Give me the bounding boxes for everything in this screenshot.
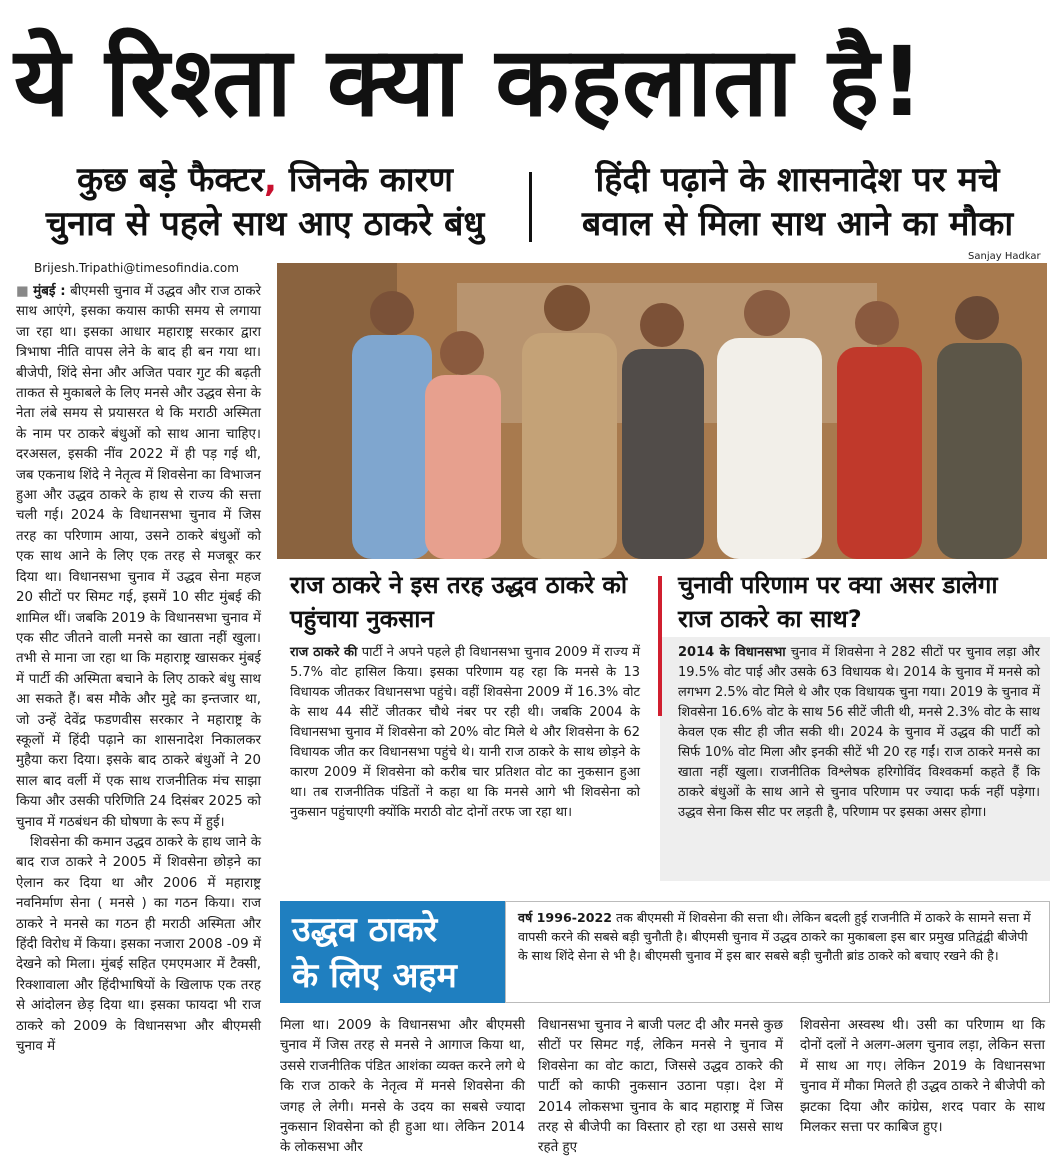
box-right-heading: चुनावी परिणाम पर क्या असर डालेगा राज ठाकरे का साथ? [678,571,998,633]
subhead-left-line1-b: जिनके कारण [276,160,454,200]
left-p1-text: बीएमसी चुनाव में उद्धव और राज ठाकरे साथ आएंगे, इसका कयास काफी समय से लगाया जा रहा था। इसका आधार महाराष्ट्र सरकार द्वारा त्रिभाषा नीति वापस लेने के बाद ही बन गया था। बीजेपी, शिंदे सेना और अजित पवार गुट की बढ़ती ताकत से मुकाबले के लिए मनसे और उद्धव सेना के नेता लंबे समय से प्रयासरत थे कि मराठी अस्मिता के नाम पर ठाकरे बंधुओं को साथ आना चाहिए। दरअसल, इसकी नींव 2022 में ही पड़ गई थी, जब एकनाथ शिंदे ने नेतृत्व में शिवसेना का विभाजन हुआ और उद्धव ठाकरे के हाथ से राज्य की सत्ता चली गई। 2024 के विधानसभा चुनाव में जिस तरह का परिणाम आया, उसने ठाकरे बंधुओं को एक साथ आने के लिए एक तरह से मजबूर कर दिया था। विधानसभा चुनाव में उद्धव सेना महज 20 सीटों पर सिमट गई, इसमें 10 सीट मुंबई की शामिल थीं। जबकि 2019 के विधानसभा चुनाव में एक सीट जीतने वाली मनसे का खाता नहीं खुला। तभी से माना जा रहा था कि महाराष्ट्र खासकर मुंबई में पार्टी की अस्मिता बचाने के लिए ठाकरे बंधु साथ आ सकते हैं। बस मौके और मुद्दे का इन्तजार था, जो उन्हें देवेंद्र फडणवीस सरकार ने महाराष्ट्र के स्कूलों में हिंदी पढ़ाने का शासनादेश निकालकर मुहैया करा दिया। इसके बाद ठाकरे बंधुओं ने 20 साल बाद वर्ली में एक साथ राजनीतिक मंच साझा किया और उसकी परिणिति 24 दिसंबर 2025 को चुनाव में गठबंधन की घोषणा के रूप में हुई। [16,284,261,830]
subhead-left-line1 [10,158,520,202]
bottom-column-3: शिवसेना अस्वस्थ थी। उसी का परिणाम था कि दोनों दलों ने अलग-अलग चुनाव लड़ा, लेकिन सत्ता में साथ आ गए। लेकिन 2019 के विधानसभा चुनाव में मौका मिलते ही उद्धव ठाकरे ने बीजेपी को झटका दिया और कांग्रेस, शरद पवार के साथ मिलकर सत्ता पर काबिज हुए। [800,1018,1045,1136]
subhead-right [545,158,1050,246]
left-column-para1: ■ मुंबई : बीएमसी चुनाव में उद्धव और राज ठाकरे साथ आएंगे, इसका कयास काफी समय से लगाया जा रहा था। इसका आधार महाराष्ट्र सरकार द्वारा त्रिभाषा नीति वापस लेने के बाद ही बन गया था। बीजेपी, शिंदे सेना और अजित पवार गुट की बढ़ती ताकत से मुकाबले के लिए मनसे और उद्धव सेना के नेता लंबे समय से प्रयासरत थे कि मराठी अस्मिता के नाम पर ठाकरे बंधुओं को साथ आना चाहिए। दरअसल, इसकी नींव 2022 में ही पड़ गई थी, जब एकनाथ शिंदे ने नेतृत्व में शिवसेना का विभाजन हुआ और उद्धव ठाकरे के हाथ से राज्य की सत्ता चली गई। 2024 के विधानसभा चुनाव में जिस तरह का परिणाम आया, उसने ठाकरे बंधुओं को एक साथ आने के लिए एक तरह से मजबूर कर दिया था। विधानसभा चुनाव में उद्धव सेना महज 20 सीटों पर सिमट गई, इसमें 10 सीट मुंबई की शामिल थीं। जबकि 2019 के विधानसभा चुनाव में एक सीट जीतने वाली मनसे का खाता नहीं खुला। तभी से माना जा रहा था कि महाराष्ट्र खासकर मुंबई में पार्टी की अस्मिता बचाने के लिए ठाकरे बंधु साथ आ सकते हैं। बस मौके और मुद्दे का इन्तजार था, जो उन्हें देवेंद्र फडणवीस सरकार ने महाराष्ट्र के स्कूलों में हिंदी पढ़ाने का शासनादेश निकालकर मुहैया करा दिया। इसके बाद ठाकरे बंधुओं ने 20 साल बाद वर्ली में एक साथ राजनीतिक मंच साझा किया और उसकी परिणिति 24 दिसंबर 2025 को चुनाव में गठबंधन की घोषणा के रूप में हुई। [16,284,261,830]
group-photo-illustration [277,263,1047,559]
byline: Brijesh.Tripathi@timesofindia.com [34,261,239,275]
left-column [16,282,261,1055]
box-left-heading: राज ठाकरे ने इस तरह उद्धव ठाकरे को पहुंचाया नुकसान [290,571,628,633]
page-headline: ये रिश्ता क्या कहलाता है! [14,26,925,138]
box-left-text: पार्टी ने अपने पहले ही विधानसभा चुनाव 2009 में राज्य में 5.7% वोट हासिल किया। इसका परिणाम यह रहा कि मनसे के 13 विधायक जीतकर विधानसभा पहुंचे। वहीं शिवसेना 2009 में 16.3% वोट के साथ 44 सीटें जीतकर चौथे नंबर पर रही थी। जबकि 2004 के विधानसभा चुनाव में शिवसेना को 20% वोट मिले थे और शिवसेना के 62 विधायक जीत कर विधानसभा पहुंचे थे। यानी राज ठाकरे के साथ छोड़ने के कारण 2009 में शिवसेना को करीब चार प्रतिशत वोट का नुकसान हुआ था। तब राजनीतिक पंडितों ने कहा था कि मनसे आगे भी शिवसेना को नुकसान पहुंचाएगी क्योंकि मराठी वोट दोनों तरफ जा रहा था। [290,645,640,820]
news-photo [277,263,1047,559]
subhead-left-line1-a: कुछ बड़े फैक्टर [76,160,264,200]
subhead-left [10,158,520,246]
banner-line2: के लिए अहम [292,956,457,996]
banner-heading [280,901,505,1003]
banner-lead: वर्ष 1996-2022 [518,910,612,925]
box-left-body [290,643,640,883]
banner-text: तक बीएमसी में शिवसेना की सत्ता थी। लेकिन बदली हुई राजनीति में ठाकरे के सामने सत्ता में वापसी करने की सबसे बड़ी चुनौती है। बीएमसी चुनाव में उद्धव ठाकरे का मुकाबला इस बार प्रमुख प्रतिद्वंद्वी बीजेपी के साथ शिंदे सेना से भी है। बीएमसी चुनाव में इस बार सबसे बड़ी चुनौती ब्रांड ठाकरे को बचाए रखने की है। [518,910,1031,963]
subhead-divider [529,172,532,242]
bottom-column-2: विधानसभा चुनाव ने बाजी पलट दी और मनसे कुछ सीटों पर सिमट गई, लेकिन मनसे ने चुनाव में शिवसेना का वोट काटा, जिससे उद्धव ठाकरे की पार्टी को काफी नुकसान उठाना पड़ा। देश में 2014 लोकसभा चुनाव के बाद महाराष्ट्र में जिस तरह से बीजेपी का विस्तार हो रहा था उससे साथ रहते हुए [538,1018,783,1156]
left-p2-text: शिवसेना की कमान उद्धव ठाकरे के हाथ जाने के बाद राज ठाकरे ने 2005 में शिवसेना छोड़ने का ऐलान कर दिया था और 2006 में महाराष्ट्र नवनिर्माण सेना ( मनसे ) का गठन किया। राज ठाकरे ने मनसे का गठन ही मराठी अस्मिता और हिंदी विरोध में किया। इसका नजारा 2008 -09 में देखने को मिला। मुंबई सहित एमएमआर में टैक्सी, रिक्शावाला और हिंदीभाषियों के खिलाफ एक तरह से आंदोलन छेड़ दिया था। इसका फायदा भी राज ठाकरे को 2009 के विधानसभा और बीएमसी चुनाव में [16,834,261,1055]
banner-text-panel [505,901,1050,1003]
subhead-right-line1: हिंदी पढ़ाने के शासनादेश पर मचे [595,160,1000,200]
subhead-right-line2: बवाल से मिला साथ आने का मौका [581,204,1014,244]
box-right-accent-bar [658,576,662,716]
box-right-lead: 2014 के विधानसभा [678,645,786,660]
box-left-lead: राज ठाकरे की [290,645,358,660]
left-column-para2 [16,833,261,1057]
banner-line1: उद्धव ठाकरे [292,910,438,950]
photo-credit: Sanjay Hadkar [968,251,1041,262]
subhead-comma: , [263,160,277,200]
subhead-left-line2: चुनाव से पहले साथ आए ठाकरे बंधु [45,204,485,244]
box-right-body [678,643,1040,883]
box-right-text: चुनाव में शिवसेना ने 282 सीटों पर चुनाव लड़ा और 19.5% वोट पाई और उसके 63 विधायक थे। 2014 के चुनाव में मनसे को लगभग 2.5% वोट मिले थे और एक विधायक चुना गया। 2019 के चुनाव में शिवसेना 16.6% वोट के साथ 56 सीटें जीती थी, मनसे 2.3% वोट के साथ केवल एक सीट ही जीत सकी थी। 2024 के चुनाव में उद्धव की पार्टी को सिर्फ 10% वोट मिला और इनकी सीटें भी 20 रह गईं। राज ठाकरे मनसे का खाता नहीं खुला। राजनीतिक विश्लेषक हरिगोविंद विश्वकर्मा कहते हैं कि ठाकरे बंधुओं के साथ आने से चुनाव परिणाम पर ज्यादा फर्क नहीं पड़ेगा। उद्धव सेना किस सीट पर लड़ती है, परिणाम पर इसका असर होगा। [678,645,1040,820]
bottom-column-1: मिला था। 2009 के विधानसभा और बीएमसी चुनाव में जिस तरह से मनसे ने आगाज किया था, उससे राजनीतिक पंडित आशंका व्यक्त करने लगे थे कि राज ठाकरे के नेतृत्व में मनसे शिवसेना की जगह ले लेगी। मनसे के उदय का सबसे ज्यादा नुकसान शिवसेना को ही हुआ था। लेकिन 2014 के लोकसभा और [280,1018,525,1156]
dateline: मुंबई : [33,284,66,299]
